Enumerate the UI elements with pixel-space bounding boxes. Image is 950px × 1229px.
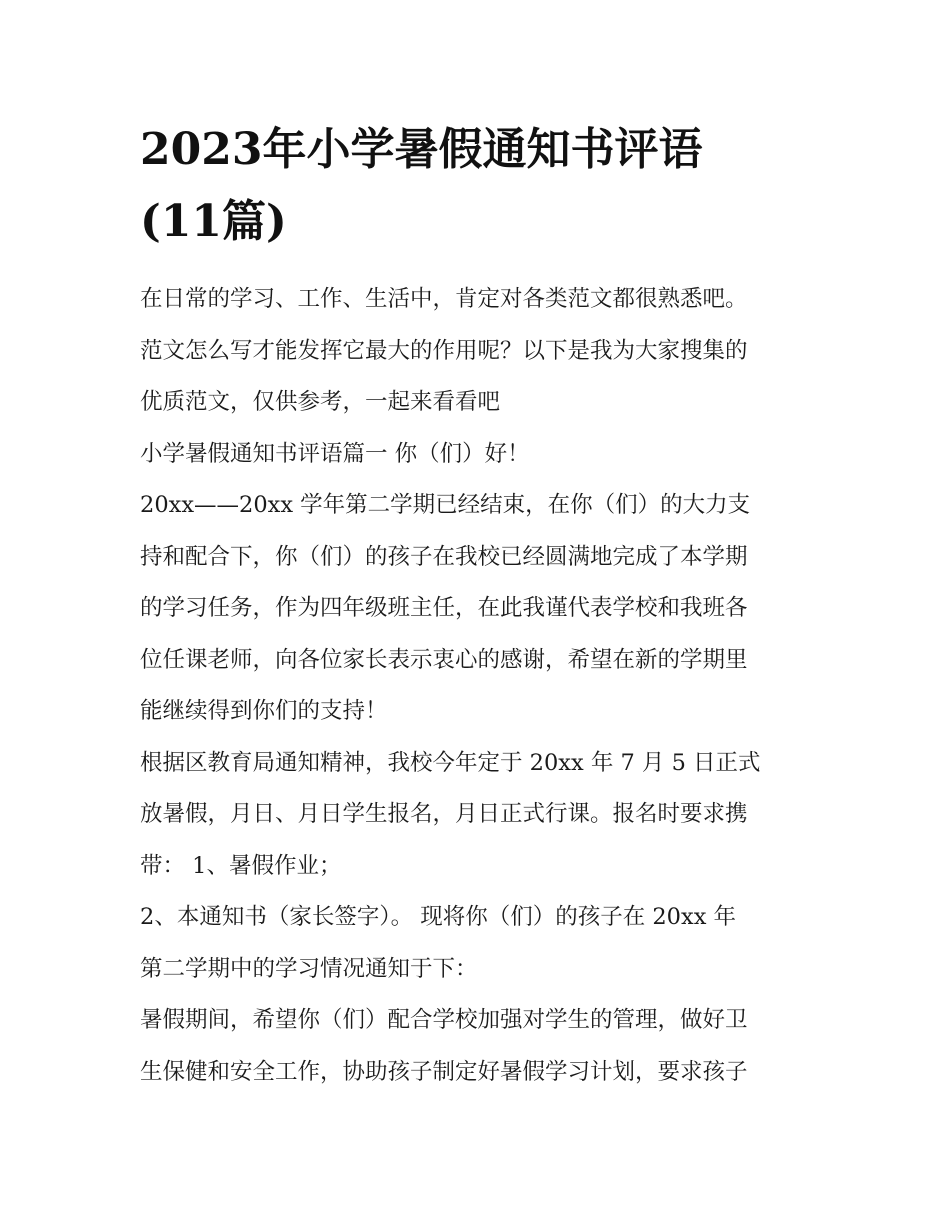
body-line: 位任课老师，向各位家长表示衷心的感谢，希望在新的学期里 [140,646,748,673]
body-line: 在日常的学习、工作、生活中，肯定对各类范文都很熟悉吧。 [140,286,748,312]
body-line: 2、本通知书（家长签字）。 现将你（们）的孩子在 20xx 年 [140,904,737,930]
body-line: 20xx——20xx 学年第二学期已经结束，在你（们）的大力支 [140,492,751,518]
body-line: 第二学期中的学习情况通知于下： [140,955,478,982]
body-line: 根据区教育局通知精神，我校今年定于 20xx 年 7 月 5 日正式 [140,749,761,776]
body-line: 优质范文，仅供参考，一起来看看吧 [140,389,501,415]
body-line: 放暑假，月日、月日学生报名，月日正式行课。报名时要求携 [140,801,748,827]
body-line: 范文怎么写才能发挥它最大的作用呢？以下是我为大家搜集的 [140,337,748,364]
body-line: 能继续得到你们的支持！ [140,698,388,724]
title-line: (11篇) [140,196,287,247]
body-line: 的学习任务，作为四年级班主任，在此我谨代表学校和我班各 [140,595,748,621]
body-line: 带： 1、暑假作业； [140,852,342,879]
section-heading-line: 小学暑假通知书评语篇一 你（们）好！ [140,440,530,467]
document-body [140,274,830,1098]
body-line: 生保健和安全工作，协助孩子制定好暑假学习计划，要求孩子 [140,1058,748,1085]
document-title [140,114,820,258]
body-line: 持和配合下，你（们）的孩子在我校已经圆满地完成了本学期 [140,543,748,570]
title-line: 2023年小学暑假通知书评语 [140,124,703,175]
body-line: 暑假期间，希望你（们）配合学校加强对学生的管理，做好卫 [140,1007,748,1033]
